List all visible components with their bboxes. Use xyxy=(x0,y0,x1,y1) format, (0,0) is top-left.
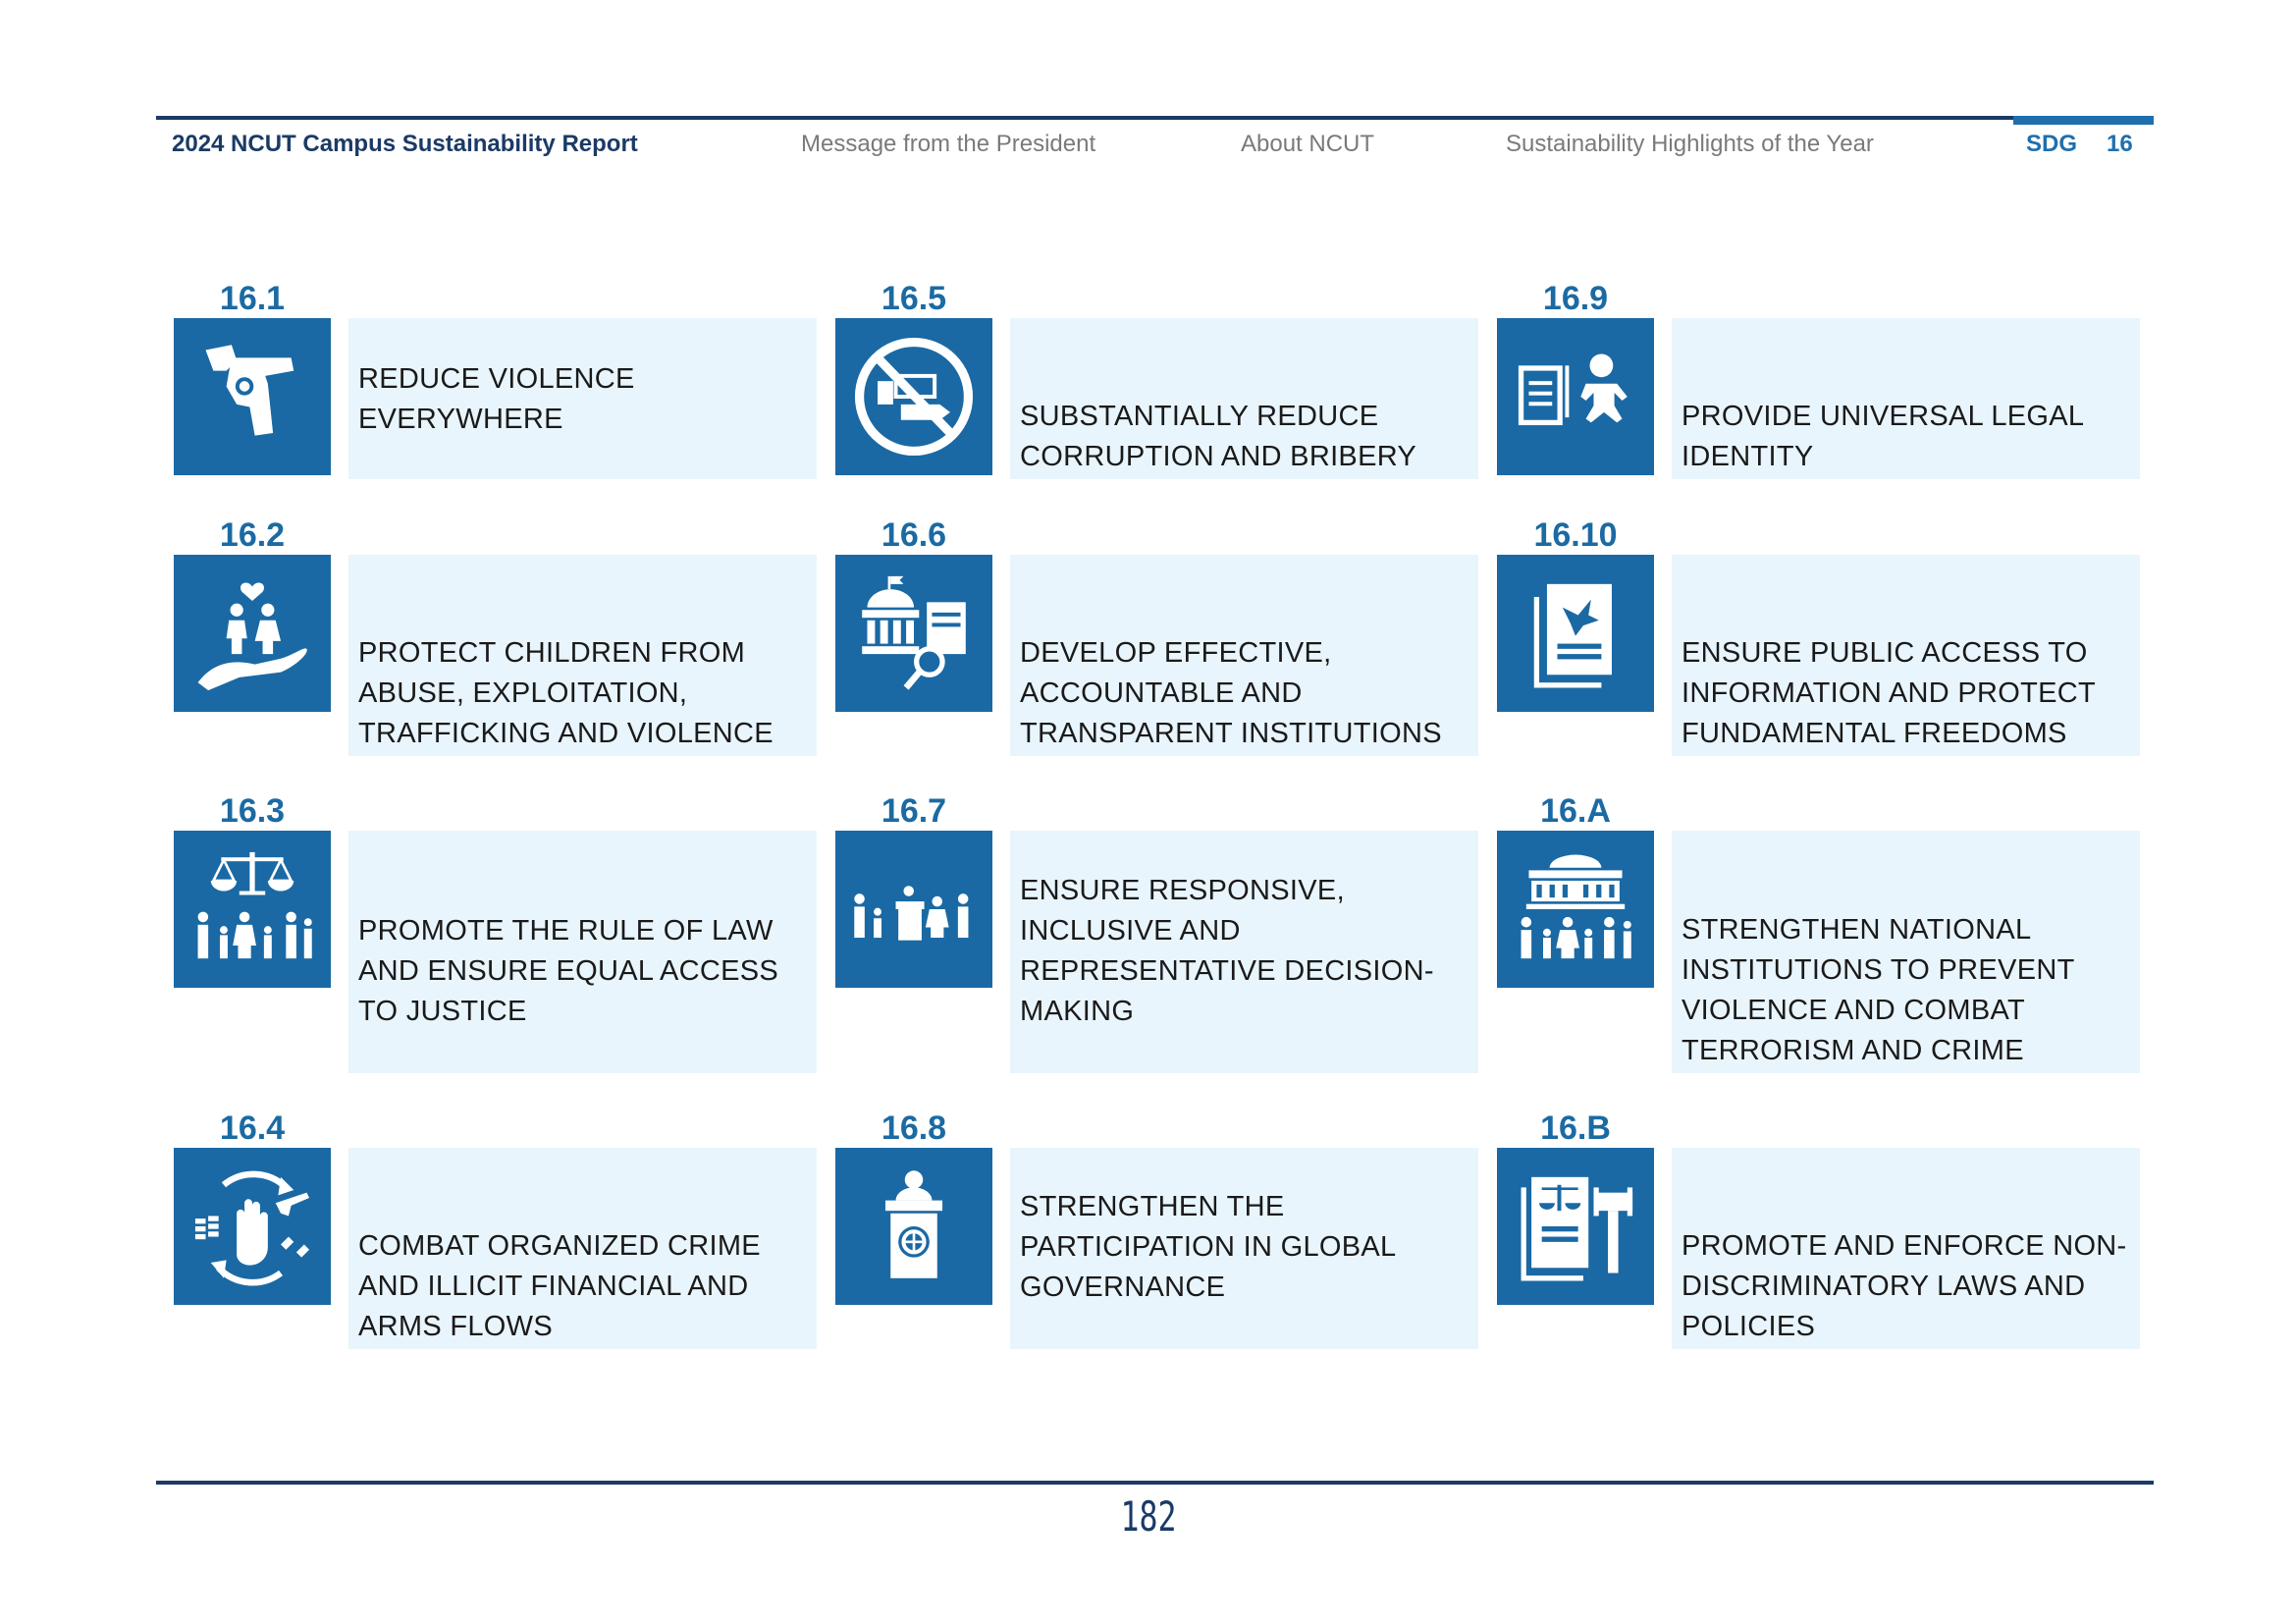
footer-rule xyxy=(156,1481,2154,1485)
institution-magnifier-icon xyxy=(835,555,992,712)
target-number: 16.1 xyxy=(219,280,286,317)
target-number: 16.10 xyxy=(1533,516,1618,554)
target-number: 16.8 xyxy=(881,1110,947,1147)
dove-document-icon xyxy=(1497,555,1654,712)
target-number: 16.5 xyxy=(881,280,947,317)
nav-about-ncut[interactable]: About NCUT xyxy=(1241,131,1375,157)
no-bribery-icon xyxy=(835,318,992,475)
report-title: 2024 NCUT Campus Sustainability Report xyxy=(172,131,638,157)
sdg-number: 16 xyxy=(2107,131,2133,157)
target-text: PROMOTE AND ENFORCE NON-DISCRIMINATORY LAWS AND POLICIES xyxy=(1682,1230,2127,1342)
target-panel xyxy=(1010,555,1478,756)
institution-people-icon xyxy=(1497,831,1654,988)
target-number: 16.A xyxy=(1540,792,1611,830)
target-text: SUBSTANTIALLY REDUCE CORRUPTION AND BRIBERY xyxy=(1020,401,1417,472)
nav-sustainability-highlights[interactable]: Sustainability Highlights of the Year xyxy=(1506,131,1874,157)
target-number: 16.B xyxy=(1540,1110,1611,1147)
target-panel xyxy=(1672,831,2140,1073)
target-text: COMBAT ORGANIZED CRIME AND ILLICIT FINANCIAL AND ARMS FLOWS xyxy=(358,1230,761,1342)
target-panel xyxy=(348,318,817,479)
nav-message-president[interactable]: Message from the President xyxy=(801,131,1096,157)
target-panel xyxy=(348,831,817,1073)
gun-icon xyxy=(174,318,331,475)
target-panel xyxy=(1010,318,1478,479)
target-panel xyxy=(1672,318,2140,479)
target-panel xyxy=(1010,831,1478,1073)
law-gavel-icon xyxy=(1497,1148,1654,1305)
target-panel xyxy=(348,555,817,756)
target-number: 16.6 xyxy=(881,516,947,554)
target-number: 16.9 xyxy=(1542,280,1609,317)
target-text: ENSURE PUBLIC ACCESS TO INFORMATION AND PROTECT FUNDAMENTAL FREEDOMS xyxy=(1682,637,2096,749)
target-text: STRENGTHEN THE PARTICIPATION IN GLOBAL GOVERNANCE xyxy=(1020,1191,1396,1303)
page-number: 182 xyxy=(1120,1492,1177,1541)
target-panel xyxy=(348,1148,817,1349)
target-text: DEVELOP EFFECTIVE, ACCOUNTABLE AND TRANSPARENT INSTITUTIONS xyxy=(1020,637,1442,749)
target-panel xyxy=(1010,1148,1478,1349)
target-text: ENSURE RESPONSIVE, INCLUSIVE AND REPRESENTATIVE DECISION-MAKING xyxy=(1020,875,1434,1027)
target-text: PROMOTE THE RULE OF LAW AND ENSURE EQUAL ACCESS TO JUSTICE xyxy=(358,915,779,1027)
header-rule xyxy=(156,116,2154,120)
header-rule-accent xyxy=(2013,116,2154,125)
target-panel xyxy=(1672,555,2140,756)
children-in-hand-icon xyxy=(174,555,331,712)
target-text: PROTECT CHILDREN FROM ABUSE, EXPLOITATION, TRAFFICKING AND VIOLENCE xyxy=(358,637,774,749)
target-text: REDUCE VIOLENCE EVERYWHERE xyxy=(358,363,635,435)
target-panel xyxy=(1672,1148,2140,1349)
target-number: 16.4 xyxy=(219,1110,286,1147)
target-text: PROVIDE UNIVERSAL LEGAL IDENTITY xyxy=(1682,401,2084,472)
target-number: 16.7 xyxy=(881,792,947,830)
target-text: STRENGTHEN NATIONAL INSTITUTIONS TO PREVENT VIOLENCE AND COMBAT TERRORISM AND CRIME xyxy=(1682,914,2075,1066)
speaker-globe-icon xyxy=(835,1148,992,1305)
target-number: 16.3 xyxy=(219,792,286,830)
people-podium-icon xyxy=(835,831,992,988)
target-number: 16.2 xyxy=(219,516,286,554)
sdg-label: SDG xyxy=(2026,131,2078,157)
stop-hand-cycle-icon xyxy=(174,1148,331,1305)
document-baby-icon xyxy=(1497,318,1654,475)
scales-people-icon xyxy=(174,831,331,988)
